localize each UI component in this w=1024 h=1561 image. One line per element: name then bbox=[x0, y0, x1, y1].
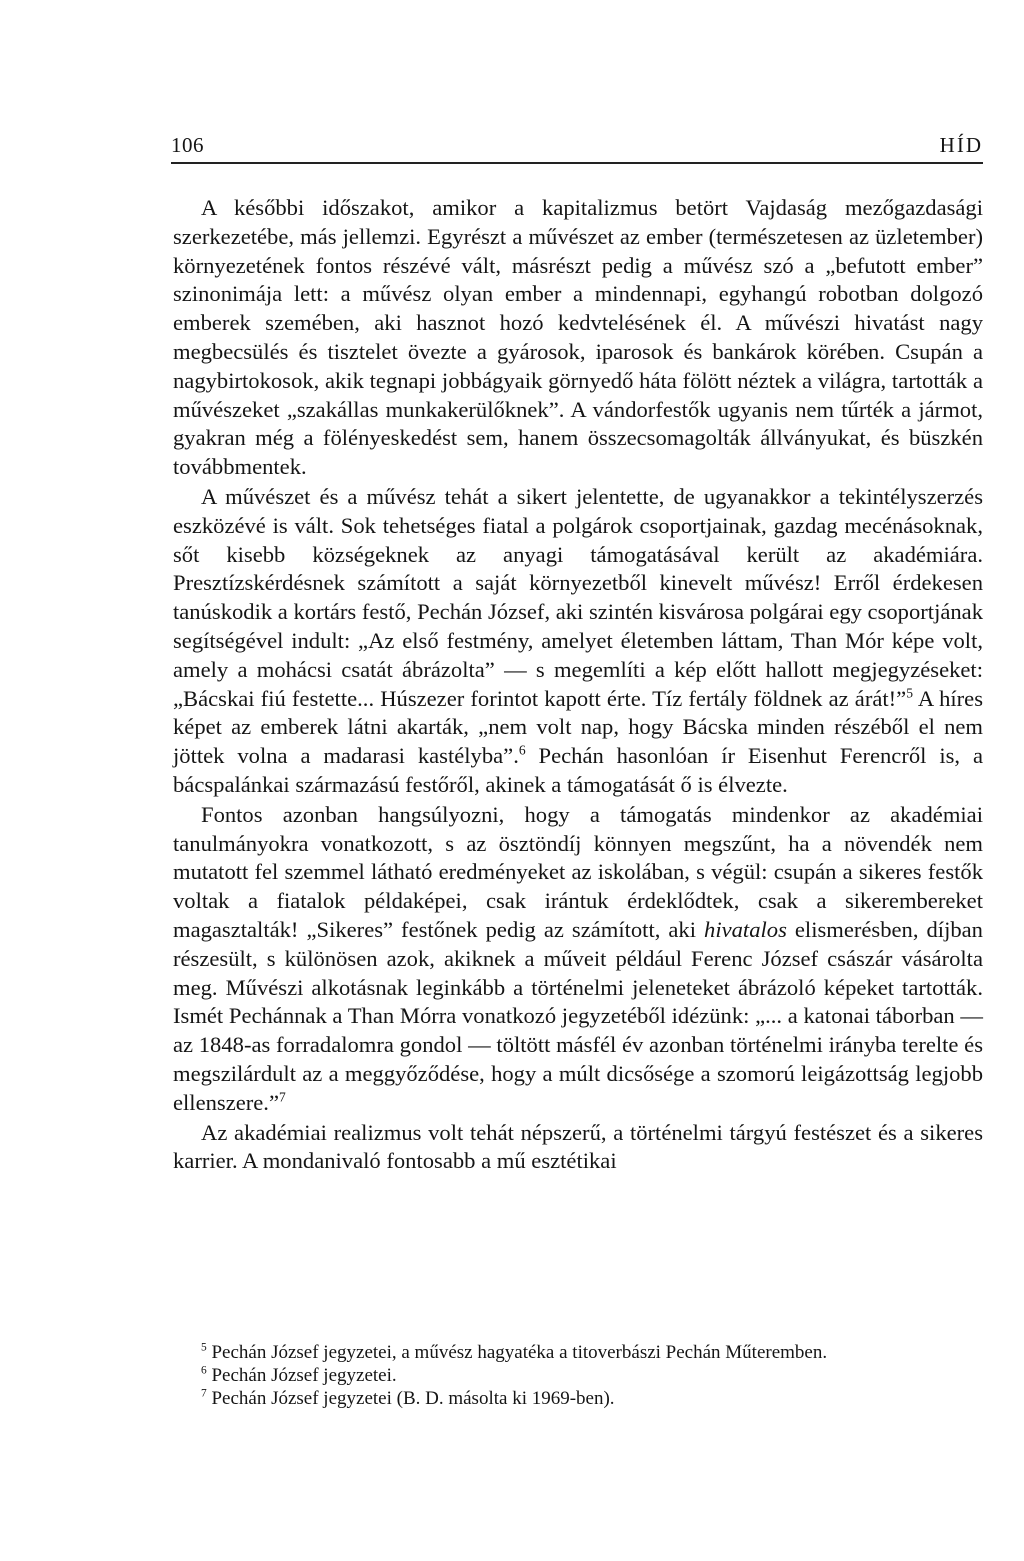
footnote-mark: 6 bbox=[201, 1364, 207, 1377]
body-text bbox=[173, 194, 983, 1176]
footnote-text: Pechán József jegyzetei, a művész hagyatéka a titoverbászi Pechán Műteremben. bbox=[206, 1342, 828, 1363]
footnote-ref-7: 7 bbox=[279, 1089, 286, 1105]
paragraph-text: Fontos azonban hangsúlyozni, hogy a támogatás mindenkor az akadémiai tanulmányokra vonatkozott, s az ösztöndíj könnyen megszűnt, ha a növendék nem mutatott fel szemmel látható eredményeket az iskolában, s végül: csupán a sikeres festők voltak a fiatalok példaképei, csak irántuk érdeklődtek, csak a sikerembereket magasztalták! „Sikeres” festőnek pedig az számított, aki bbox=[173, 801, 983, 942]
footnote-5 bbox=[173, 1342, 983, 1365]
page-number: 106 bbox=[171, 133, 204, 157]
paragraph-text: Pechán hasonlóan ír Eisenhut Ferencről is, a bácspalánkai származású festőről, akinek a támogatását ő is élvezte. bbox=[173, 743, 983, 797]
footnote-6 bbox=[173, 1365, 983, 1388]
footnotes bbox=[173, 1342, 983, 1410]
paragraph-text: A művészet és a művész tehát a sikert jelentette, de ugyanakkor a tekintélyszerzés eszközévé is vált. Sok tehetséges fiatal a polgárok csoportjainak, gazdag mecénásoknak, sőt kisebb községeknek az anyagi támogatásával került az akadémiára. Presztízskérdésnek számított a saját környezetből kinevelt művész! Erről érdekesen tanúskodik a kortárs festő, Pechán József, aki szintén kisvárosa polgárai egy csoportjának segítségével indult: „Az első festmény, amelyet életemben láttam, Than Mór képe volt, amely a mohácsi csatát ábrázolta” — s megemlíti a kép előtt hallott megjegyzéseket: „Bácskai fiú festette... Húszezer forintot kapott érte. Tíz fertály földnek az árát!” bbox=[173, 483, 983, 711]
footnote-text: Pechán József jegyzetei. bbox=[206, 1364, 397, 1386]
footnote-ref-5: 5 bbox=[906, 685, 913, 701]
footnote-ref-6: 6 bbox=[518, 742, 526, 758]
paragraph-text: elismerésben, díjban részesült, s különösen azok, akiknek a műveit például Ferenc József császár vásárolta meg. Művészi alkotásnak leginkább a történelmi jeleneteket ábrázoló képeket tartották. Ismét Pechánnak a Than Mórra vonatkozó jegyzetéből idézünk: „... a katonai táborban — az 1848-as forradalomra gondol — töltött másfél év azonban történelmi irányba terelte és megszilárdult az a meggyőződése, hogy a múlt dicsősége a szomorú leigázottság legjobb ellenszere.” bbox=[173, 916, 983, 1115]
paragraph-text: A híres képet az emberek látni akarták, „nem volt nap, hogy Bácska minden részéből el nem jöttek volna a madarasi kastélyba”. bbox=[173, 685, 983, 769]
paragraph-4 bbox=[173, 1119, 983, 1177]
footnote-7 bbox=[173, 1388, 983, 1411]
page-header bbox=[171, 132, 983, 158]
footnote-text: Pechán József jegyzetei (B. D. másolta ki 1969-ben). bbox=[206, 1387, 615, 1409]
italic-emphasis: hivatalos bbox=[704, 916, 787, 942]
paragraph-3 bbox=[173, 801, 983, 1118]
paragraph-text: Az akadémiai realizmus volt tehát népszerű, a történelmi tárgyú festészet és a sikeres karrier. A mondanivaló fontosabb a mű esztétikai bbox=[173, 1119, 983, 1174]
footnote-mark: 5 bbox=[201, 1341, 207, 1354]
journal-title: HÍD bbox=[939, 133, 983, 157]
footnote-mark: 7 bbox=[201, 1387, 207, 1400]
paragraph-1 bbox=[173, 194, 983, 482]
paragraph-2 bbox=[173, 483, 983, 800]
header-rule bbox=[171, 162, 983, 164]
paragraph-text: A későbbi időszakot, amikor a kapitalizmus betört Vajdaság mezőgazdasági szerkezetébe, más jellemzi. Egyrészt a művészet az ember (természetesen az üzletember) környezetének fontos részévé vált, másrészt pedig a művész szó a „befutott ember” szinonimája lett: a művész olyan ember a mindennapi, egyhangú robotban dolgozó emberek szemében, aki hasznot hozó kedvtelésének él. A művészi hivatást nagy megbecsülés és tisztelet övezte a gyárosok, iparosok és bankárok körében. Csupán a nagybirtokosok, akik tegnapi jobbágyaik görnyedő háta fölött néztek a világra, tartották a művészeket „szakállas munkakerülőknek”. A vándorfestők ugyanis nem tűrték a jármot, gyakran még a fölényeskedést sem, hanem összecsomagolták állványukat, és büszkén továbbmentek. bbox=[173, 195, 983, 480]
